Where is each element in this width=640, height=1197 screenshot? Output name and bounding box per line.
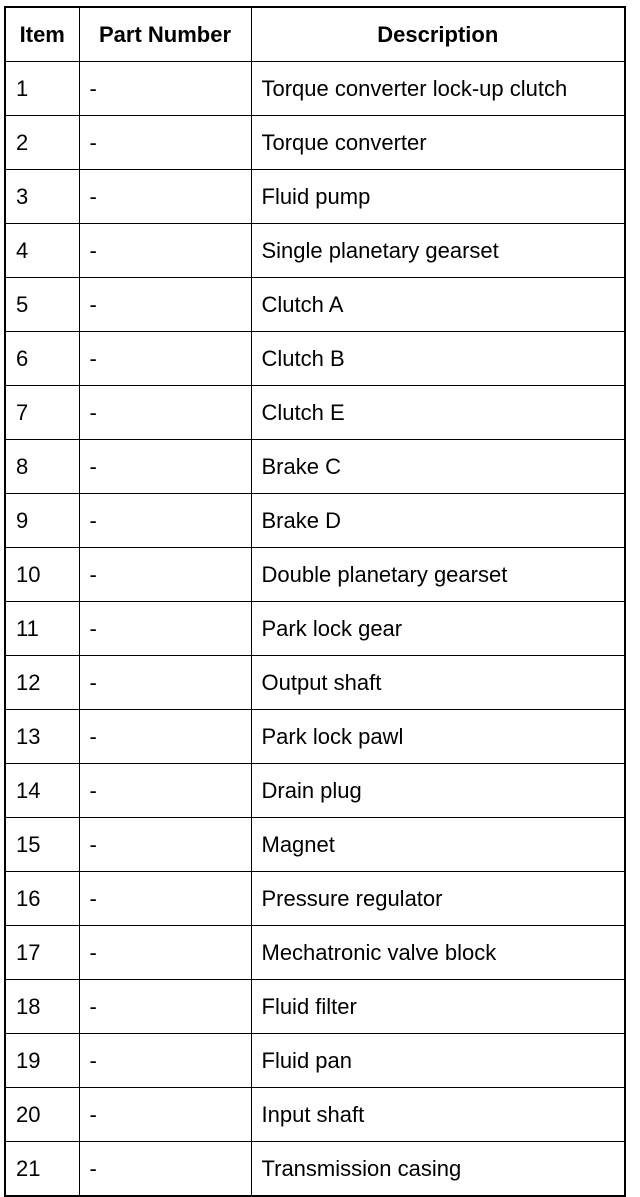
description-cell: Pressure regulator xyxy=(251,872,625,926)
item-cell: 6 xyxy=(5,332,79,386)
description-cell: Fluid pump xyxy=(251,170,625,224)
table-row xyxy=(5,602,625,656)
description-cell: Magnet xyxy=(251,818,625,872)
item-cell: 15 xyxy=(5,818,79,872)
item-cell: 11 xyxy=(5,602,79,656)
part-number-cell: - xyxy=(79,764,251,818)
header-description: Description xyxy=(251,7,625,62)
table-row xyxy=(5,656,625,710)
item-cell: 13 xyxy=(5,710,79,764)
item-cell: 18 xyxy=(5,980,79,1034)
item-cell: 8 xyxy=(5,440,79,494)
description-cell: Torque converter lock-up clutch xyxy=(251,62,625,116)
item-cell: 16 xyxy=(5,872,79,926)
header-item: Item xyxy=(5,7,79,62)
description-cell: Brake C xyxy=(251,440,625,494)
item-cell: 20 xyxy=(5,1088,79,1142)
header-part-number: Part Number xyxy=(79,7,251,62)
item-cell: 12 xyxy=(5,656,79,710)
table-header xyxy=(5,7,625,62)
description-cell: Clutch E xyxy=(251,386,625,440)
part-number-cell: - xyxy=(79,494,251,548)
part-number-cell: - xyxy=(79,818,251,872)
table-row xyxy=(5,1088,625,1142)
part-number-cell: - xyxy=(79,980,251,1034)
description-cell: Clutch B xyxy=(251,332,625,386)
table-row xyxy=(5,548,625,602)
table-row xyxy=(5,980,625,1034)
description-cell: Single planetary gearset xyxy=(251,224,625,278)
item-cell: 21 xyxy=(5,1142,79,1197)
part-number-cell: - xyxy=(79,548,251,602)
item-cell: 17 xyxy=(5,926,79,980)
item-cell: 19 xyxy=(5,1034,79,1088)
table-row xyxy=(5,872,625,926)
header-row xyxy=(5,7,625,62)
part-number-cell: - xyxy=(79,332,251,386)
table-row xyxy=(5,764,625,818)
description-cell: Output shaft xyxy=(251,656,625,710)
part-number-cell: - xyxy=(79,1142,251,1197)
table-row xyxy=(5,170,625,224)
item-cell: 3 xyxy=(5,170,79,224)
table-body xyxy=(5,62,625,1197)
description-cell: Input shaft xyxy=(251,1088,625,1142)
part-number-cell: - xyxy=(79,224,251,278)
description-cell: Drain plug xyxy=(251,764,625,818)
table-row xyxy=(5,332,625,386)
description-cell: Park lock pawl xyxy=(251,710,625,764)
part-number-cell: - xyxy=(79,710,251,764)
item-cell: 9 xyxy=(5,494,79,548)
item-cell: 1 xyxy=(5,62,79,116)
part-number-cell: - xyxy=(79,1088,251,1142)
part-number-cell: - xyxy=(79,602,251,656)
part-number-cell: - xyxy=(79,872,251,926)
table-row xyxy=(5,116,625,170)
description-cell: Transmission casing xyxy=(251,1142,625,1197)
part-number-cell: - xyxy=(79,116,251,170)
description-cell: Park lock gear xyxy=(251,602,625,656)
part-number-cell: - xyxy=(79,926,251,980)
description-cell: Brake D xyxy=(251,494,625,548)
item-cell: 10 xyxy=(5,548,79,602)
table-row xyxy=(5,1142,625,1197)
table-row xyxy=(5,1034,625,1088)
table-row xyxy=(5,818,625,872)
description-cell: Double planetary gearset xyxy=(251,548,625,602)
table-row xyxy=(5,386,625,440)
description-cell: Torque converter xyxy=(251,116,625,170)
part-number-cell: - xyxy=(79,1034,251,1088)
item-cell: 14 xyxy=(5,764,79,818)
table-row xyxy=(5,926,625,980)
description-cell: Clutch A xyxy=(251,278,625,332)
item-cell: 5 xyxy=(5,278,79,332)
part-number-cell: - xyxy=(79,656,251,710)
part-number-cell: - xyxy=(79,170,251,224)
description-cell: Mechatronic valve block xyxy=(251,926,625,980)
table-row xyxy=(5,278,625,332)
table-row xyxy=(5,494,625,548)
item-cell: 4 xyxy=(5,224,79,278)
table-row xyxy=(5,440,625,494)
description-cell: Fluid pan xyxy=(251,1034,625,1088)
table-row xyxy=(5,224,625,278)
part-number-cell: - xyxy=(79,62,251,116)
item-cell: 2 xyxy=(5,116,79,170)
part-number-cell: - xyxy=(79,440,251,494)
parts-table xyxy=(4,6,626,1197)
part-number-cell: - xyxy=(79,278,251,332)
table-row xyxy=(5,710,625,764)
part-number-cell: - xyxy=(79,386,251,440)
description-cell: Fluid filter xyxy=(251,980,625,1034)
table-row xyxy=(5,62,625,116)
item-cell: 7 xyxy=(5,386,79,440)
